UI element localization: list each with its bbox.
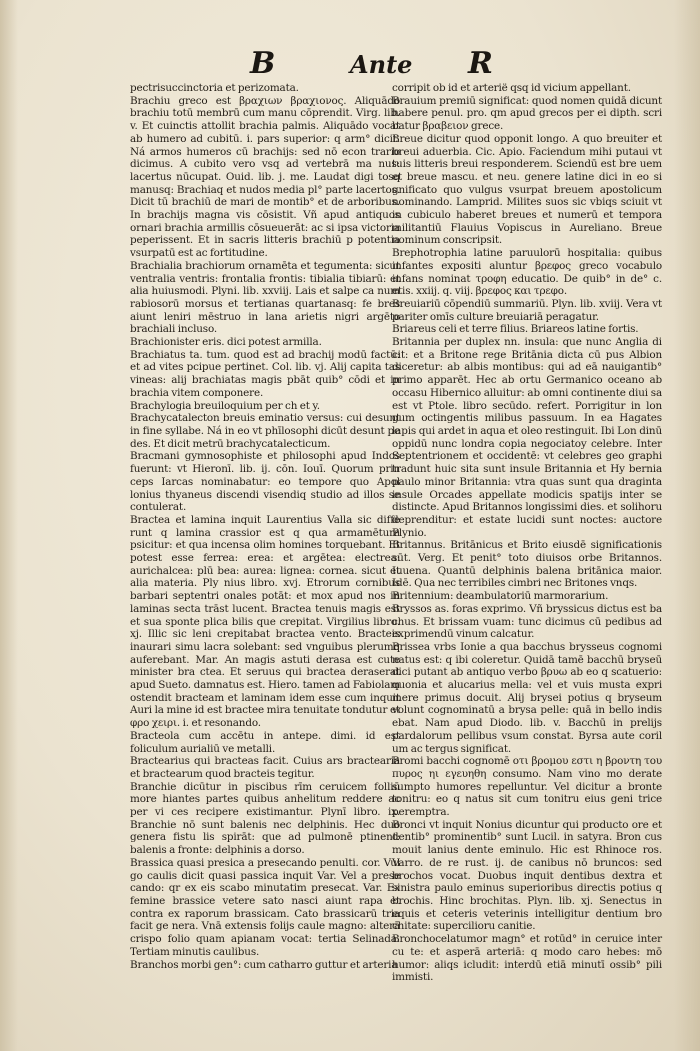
entry-paragraph: Brachiatus ta. tum. quod est ad brachij modū factū: et ad vites pcipue pertinet. Col. lib. vj. Alij capita tas vineas: alij brachiatas magis pbāt quib° cōdi et in brachia vitem componere. [130,348,400,399]
entry-paragraph: corripit ob id et arterië qsq id vicium appellant. [392,82,631,94]
page-edge-shading [674,0,700,1051]
entry-paragraph: Branchie dicūtur in piscibus rīm ceruicem folliū more hiantes partes quibus anhelitum reddere ac per vi ces recipere existimantur. Plynī libro. ix. Branchie nō sunt balenis nec delphinis. Hec duo genera fistu lis spirāt: que ad pulmonē ptinent: balenis a fronte: delphinis a dorso. [130,780,400,857]
entry-paragraph: Brassica quasi presica a presecando penulti. cor. Vul go caulis dicit quasi passica inquit Var. Vel a prese cando: qr ex eis scabo minutatim presecat. Var. Ex femine brassice vetere sato nasci aiunt rapa et contra ex raporum brassicam. Cato brassicarū tria facit ge nera. Vnā extensis folijs caule magno: alterā crispo folio quam apianam vocat: tertia Selinada. Tertiam minutis caulibus. [130,856,400,958]
entry-paragraph: Brachylogia breuiloquium per ch et y. [130,399,320,412]
entry-paragraph: Bractea et lamina inquit Laurentius Valla sic diffe runt q lamina crassior est q qua armamētura psicitur: et qua incensa olim homines torquebant. Et potest esse ferrea: erea: et argētea: electrea: aurichalcea: plū bea: aurea: lignea: cornea. sicut et alia materia. Ply nius libro. xvj. Etrorum cornibus barbari septentri onales potāt: et mox apud nos in laminas secta trāst lucent. Bractea tenuis magis est et sua sponte plica bilis que crepitat. Virgilius libro. xj. Illic sic leni crepitabat bractea vento. Bracteis inaurari simu lacra solebant: sed vnguibus plerumq auferebant. Mar. An magis astuti derasa est cute minister bra ctea. Et seruus qui bractea deraserat apud Sueto. damnatus est. Hiero. tamen ad Fabiolam ostendit bracteam et laminam idem esse cum inquit Auri la mine id est bractee mira tenuitate tondutur et φρο χειρι. i. et resonando. [130,513,400,730]
entry-paragraph: Bromi bacchi cognomē οτι βρομου εστι η βροντη του πυρος ηι εγευηθη consumo. Nam vino mo derate sumpto humores repelluntur. Vel dicitur a bronte tonitru: eo q natus sit cum tonitru eius geni trice peremptra. [392,755,662,819]
entry-paragraph: Britannia per duplex nn. insula: que nunc Anglia di cit: et a Britone rege Britānia dicta cū pus Albion diceretur: ab albis montibus: qui ad eā nauigantib° primo apparēt. Hec ab ortu Germanico oceano ab occasu Hibernico alluitur: ab omni continente diui sa est vt Ptole. libro secūdo. refert. Porrigitur in lon gum octingentis milibus passuum. In ea Hagates lapis qui ardet in aqua et oleo restinguit. Ibi Lon dinū oppidū nunc londra copia negociatoy celebre. Inter Septentrionem et occidentē: vt celebres geo graphi tradunt huic sita sunt insule Britannia et Hy bernia paulo minor Britannia: vtra quas sunt qua draginta insule Orcades appellate modicis spatijs inter se distincte. Apud Britannos longissimi dies. et solihoru deprenditur: et estate lucidi sunt noctes: auctore Plynio. [392,336,662,539]
entry-paragraph: Brachionister eris. dici potest armilla. [130,336,322,349]
gutter-shadow [0,0,18,1051]
entry-paragraph: pectrisuccinctoria et perizomata. [130,82,299,94]
left-text-column [130,82,400,972]
entry-paragraph: Breuiariū cōpendiū summariū. Plyn. lib. xviij. Vera vt pariter omīs culture breuiariā peragatur. [392,297,662,323]
entry-paragraph: Brachycatalecton breuis eminatio versus: cui desunt in fine syllabe. Ná in eo vt phīlosophi dicūt desunt pe des. Et dicit metrū brachycatalecticum. [130,412,400,450]
entry-paragraph: Britannus. Britānicus et Brito eiusdē significationis sūt. Verg. Et penit° toto diuisos orbe Britannos. Iuuena. Quantū delphinis balena britānica maior. Idē. Qua nec terribiles cimbri nec Britones vnqs. [392,539,662,590]
entry-paragraph: Bractearius qui bracteas facit. Cuius ars bractearia et bractearum quod bracteis tegitur. [130,755,400,780]
entry-paragraph: Brauium premiū significat: quod nomen quidā dicunt habere penul. pro. qm apud grecos per ei dipth. scri batur βραβειον grece. [392,94,662,133]
entry-paragraph: Breue dicitur quod opponit longo. A quo breuiter et breui aduerbia. Cic. Apio. Faciendum mihi putaui vt tuis litteris breui responderem. Sciendū est bre uem et breue mascu. et neu. genere latine dici in eo si gnificato quo vulgus vsurpat breuem apostolicum nominando. Lamprid. Milites suos sic vbiqs sciuit vt in cubiculo haberet breues et numerū et tempora militantiū Flauius Vopiscus in Aureliano. Breue nominum conscripsit. [392,132,662,247]
entry-paragraph: Britennium: deambulatoriū marmorarium. [392,590,609,603]
right-text-column [392,82,662,984]
entry-paragraph: Bryssos as. foras exprimo. Vñ bryssicus dictus est ba chus. Et brissam vuam: tunc dicimus cū pedibus ad exprimendū vinum calcatur. [392,602,662,641]
entry-paragraph: Brephotrophia latine paruulorū hospitalia: quibus infantes expositi aluntur βρεφος greco vocabulo infans nominat τροφη educatio. De quib° in de° c. etis. xxiij. q. viij. βρεφος και τρεφο. [392,247,662,298]
entry-paragraph: Brissea vrbs Ionie a qua bacchus brysseus cognomi natus est: q ibi coleretur. Quidā tamē bacchū bryseū dici putant ab antiquo verbo βρυω ab eo q scatuerio: quonia et alucarius mella: vel et vuis musta expri mere primus docuit. Alij brysei potius q bryseum volunt cognominatū a brysa pelle: quā in bello indis ebat. Nam apud Diodo. lib. v. Bacchū in prelijs pardalorum pellibus vsum constat. Byrsa aute coril um ac tergus significat. [392,640,662,755]
signature-letter-left: B [250,46,276,81]
entry-paragraph: Bracteola cum accētu in antepe. dimi. id est foliculum aurialiū ve metalli. [130,729,400,755]
running-title: Ante [350,50,413,79]
entry-paragraph: Bracmani gymnosophiste et philosophi apud Indos fuerunt: vt Hieronī. lib. ij. cōn. Iouī. Quorum prin ceps Iarcas nominabatur: eo tempore quo Apol lonius thyaneus discendi visendiq studio ad illos se contulerat. [130,450,400,514]
entry-paragraph: Bronci vt inquit Nonius dicuntur qui producto ore et dentib° prominentib° sunt Lucil. in satyra. Bron cus mouit lanius dente eminulo. Hic est Rhinoce ros. Varro. de re rust. ij. de canibus nō bruncos: sed brochos vocat. Duobus inquit dentibus dextra et sinistra paulo eminus superioribus directis potius q brochis. Hinc brochitas. Plyn. lib. xj. Senectus in equis et ceteris veterinis intelligitur dentium bro chitate: supercilioru canitie. [392,818,662,933]
entry-paragraph: Brachiu greco est βραχιων βραχιονος. Aliquādo brachiu totū membrū cum manu cōprendit. Virg. lib. v. Et cuinctis attollit brachia palmis. Aliquādo vocat ab humero ad cubitū. i. pars superior: q arm° dicit. Ná armos humeros cū brachijs: sed nō econ trario dicimus. A cubito vero vsq ad vertebrā ma nus: lacertus nūcupat. Ouid. lib. j. me. Laudat digi tosq manusq: Brachiaq et nudos media pl° parte lacertos. Dicit tū brachiū de mari de montib° et de arboribus. In brachijs magna vis cōsistit. Vñ apud antiquos ornari brachia armillis cōsueuerāt: ac si ipsa victoria peperissent. Et in sacris litteris brachiū p potentia vsurpatū est ac fortitudine. [130,94,400,260]
entry-paragraph: Briareus celi et terre filius. Briareos latine fortis. [392,323,639,336]
entry-paragraph: Branchos morbi gen°: cum catharro guttur et arteria [130,958,398,971]
signature-letter-right: R [468,46,493,81]
entry-paragraph: Bronchocelatumor magn° et rotūd° in ceruice inter cu te: et asperā arteriā: q modo caro hebes: mō humor: aliqs icludit: interdū etiā minutī ossib° pili immisti. [392,933,662,984]
entry-paragraph: Brachialia brachiorum ornamēta et tegumenta: sicut ventralia ventris: frontalia frontis: tibialia tibiarū: et alia huiusmodi. Plyni. lib. xxviij. Lais et salpe ca num rabiosorū morsus et tertianas quartanasq: fe bres aiunt leniri mēstruo in lana arietis nigri argēto brachiali incluso. [130,259,400,336]
running-header [250,46,550,86]
